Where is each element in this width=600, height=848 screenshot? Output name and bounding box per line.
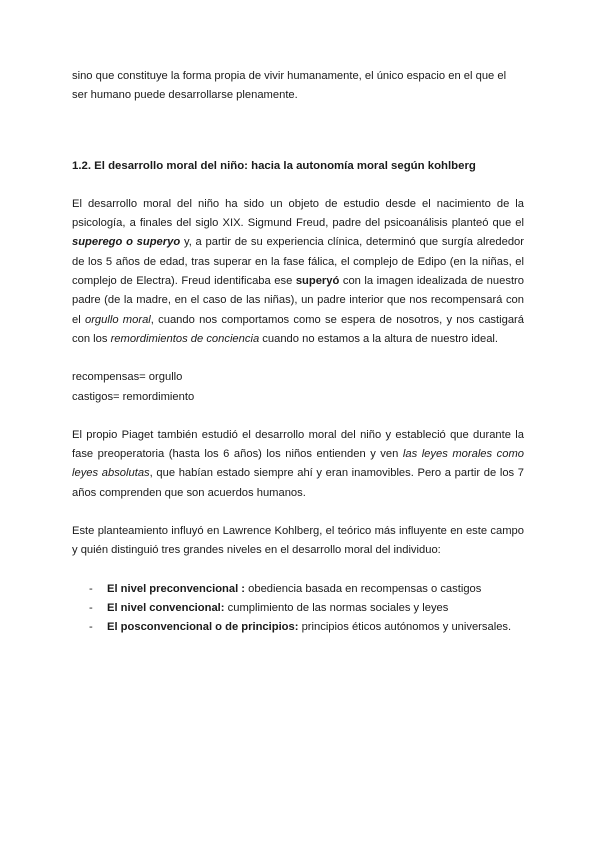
level-title: El nivel preconvencional : — [107, 582, 246, 595]
intro-paragraph: sino que constituye la forma propia de vivir humanamente, el único espacio en el que el ser humano puede desarrollarse plenamente. — [72, 70, 507, 102]
level-text — [107, 580, 481, 599]
level-title: El posconvencional o de principios: — [107, 621, 299, 634]
superego-term: superego o superyo — [72, 236, 181, 249]
levels-list — [72, 580, 524, 638]
orgullo-term: orgullo moral — [84, 313, 151, 326]
piaget-text-1: El propio Piaget también estudió el desarrollo moral del niño y estableció que durante la fase preoperatoria (hasta los 6 años) los niños entienden y ven — [72, 428, 524, 461]
freud-paragraph — [72, 195, 524, 349]
list-item — [72, 580, 524, 599]
level-text — [107, 618, 511, 637]
level-desc: obediencia basada en recompensas o castigos — [245, 582, 482, 595]
piaget-text-2: , que habían estado siempre ahí y eran inamovibles. Pero a partir de los 7 años comprenden que son acuerdos humanos. — [72, 467, 524, 499]
freud-text-1: El desarrollo moral del niño ha sido un objeto de estudio desde el nacimiento de la psicología, a finales del siglo XIX. Sigmund Freud, padre del psicoanálisis planteó que el — [72, 197, 524, 230]
leyes-term: las leyes morales como leyes absolutas — [72, 448, 525, 480]
section-heading: 1.2. El desarrollo moral del niño: hacia la autonomía moral según kohlberg — [72, 159, 476, 172]
document-page — [72, 67, 524, 638]
superyo-term: superyó — [295, 275, 340, 288]
list-bullet: - — [89, 621, 93, 634]
kohlberg-paragraph: Este planteamiento influyó en Lawrence Kohlberg, el teórico más influyente en este campo y quién distinguió tres grandes niveles en el desarrollo moral del individuo: — [72, 525, 524, 557]
level-title: El nivel convencional: — [107, 601, 225, 614]
remordimientos-term: remordimientos de conciencia — [110, 332, 260, 345]
list-bullet: - — [89, 601, 93, 614]
list-item — [72, 599, 524, 618]
list-bullet: - — [89, 582, 93, 595]
equations-block — [72, 368, 524, 407]
equation-castigos: castigos= remordimiento — [72, 390, 195, 403]
equation-recompensas: recompensas= orgullo — [72, 371, 183, 384]
freud-text-3: con la imagen idealizada de nuestro padre (de la madre, en el caso de las niñas), un padre interior que nos recompensará con el — [72, 275, 524, 326]
freud-text-4: , cuando nos comportamos como se espera de nosotros, y nos castigará con los — [72, 313, 524, 345]
piaget-paragraph — [72, 426, 524, 503]
list-item — [72, 618, 524, 637]
freud-text-2: y, a partir de su experiencia clínica, determinó que surgía alrededor de los 5 años de edad, tras superar en la fase fálica, el complejo de Edipo (en la niñas, el complejo de Electra). Freud identificaba ese — [72, 236, 524, 288]
freud-text-5: cuando no estamos a la altura de nuestro ideal. — [259, 332, 499, 345]
level-desc: cumplimiento de las normas sociales y leyes — [224, 601, 449, 614]
level-text — [107, 599, 448, 618]
level-desc: principios éticos autónomos y universales. — [298, 621, 512, 634]
